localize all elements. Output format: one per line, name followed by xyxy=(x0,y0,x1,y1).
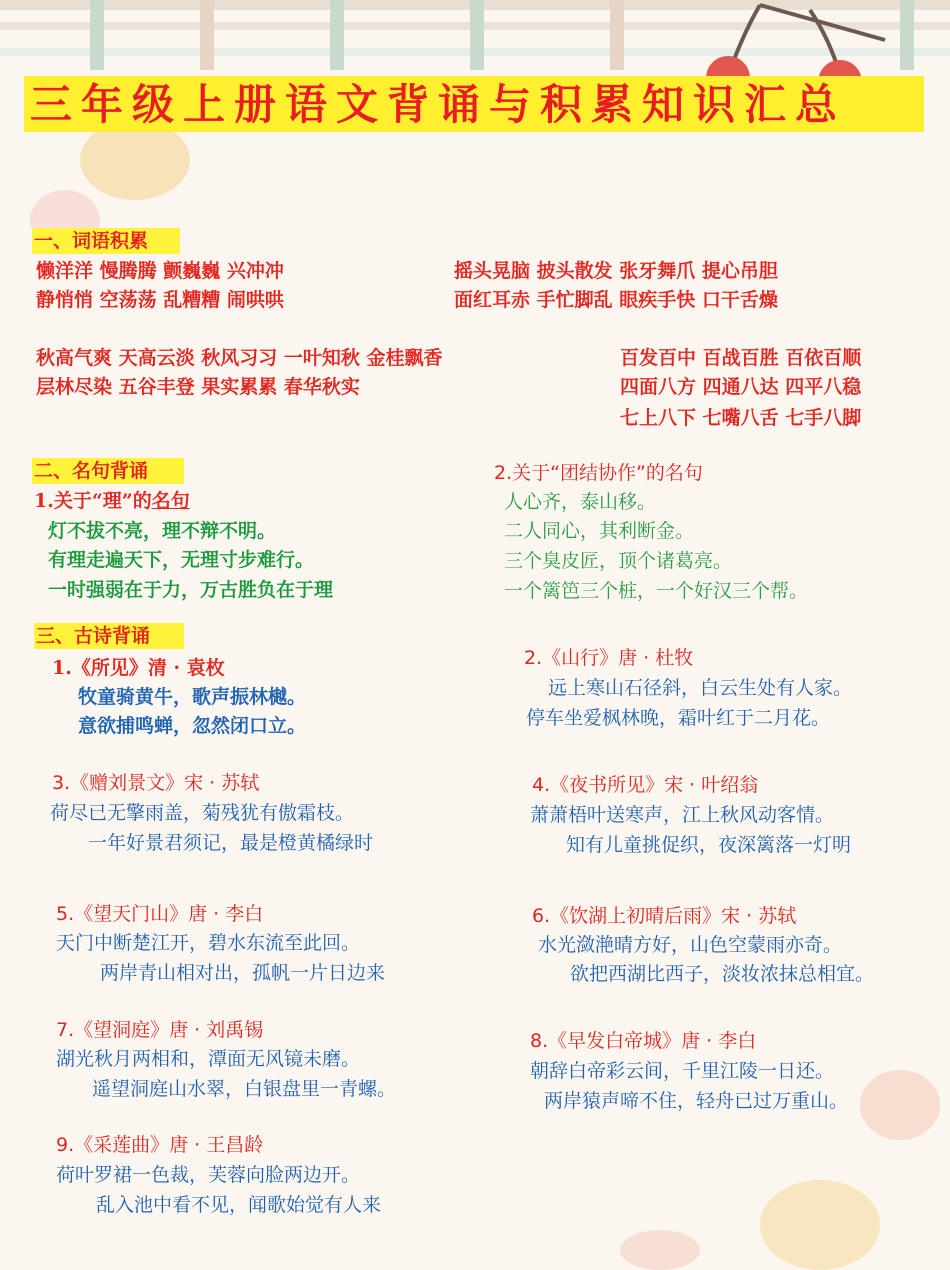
poem-title: 8.《早发白帝城》唐 · 李白 xyxy=(530,1030,757,1052)
decorative-stripe xyxy=(330,0,344,70)
quote-group-title xyxy=(34,488,190,514)
decorative-flower xyxy=(860,1070,940,1140)
vocab-line: 七上八下 七嘴八舌 七手八脚 xyxy=(620,407,862,429)
quote-title-underlined: 名句 xyxy=(151,490,190,512)
poem-line: 遥望洞庭山水翠，白银盘里一青螺。 xyxy=(92,1078,397,1100)
decorative-stripe xyxy=(200,0,214,70)
poem-line: 两岸猿声啼不住，轻舟已过万重山。 xyxy=(544,1090,849,1112)
poem-line: 意欲捕鸣蝉，忽然闭口立。 xyxy=(78,715,307,737)
poem-line: 荷尽已无擎雨盖，菊残犹有傲霜枝。 xyxy=(50,802,355,824)
poem-line: 湖光秋月两相和，潭面无风镜未磨。 xyxy=(56,1048,361,1070)
section-heading-quotes: 二、名句背诵 xyxy=(34,460,149,482)
quote-line: 有理走遍天下，无理寸步难行。 xyxy=(48,549,315,571)
quote-line: 三个臭皮匠，顶个诸葛亮。 xyxy=(504,550,733,572)
vocab-line: 懒洋洋 慢腾腾 颤巍巍 兴冲冲 xyxy=(36,260,284,282)
quote-line: 人心齐，泰山移。 xyxy=(504,491,657,513)
poem-title: 4.《夜书所见》宋 · 叶绍翁 xyxy=(532,774,759,796)
decorative-stripe xyxy=(470,0,484,70)
vocab-line: 百发百中 百战百胜 百依百顺 xyxy=(620,347,862,369)
poem-line: 乱入池中看不见，闻歌始觉有人来 xyxy=(96,1194,382,1216)
vocab-line: 四面八方 四通八达 四平八稳 xyxy=(620,376,862,398)
vocab-line: 摇头晃脑 披头散发 张牙舞爪 提心吊胆 xyxy=(454,260,778,282)
decorative-stripe xyxy=(610,0,624,70)
poem-title: 3.《赠刘景文》宋 · 苏轼 xyxy=(52,772,260,794)
poem-title: 1.《所见》清 · 袁枚 xyxy=(52,657,225,679)
decorative-flower xyxy=(80,120,190,200)
quote-line: 二人同心，其利断金。 xyxy=(504,520,695,542)
section-heading-poems: 三、古诗背诵 xyxy=(36,625,151,647)
poem-line: 天门中断楚江开，碧水东流至此回。 xyxy=(56,932,361,954)
poem-line: 停车坐爱枫林晚，霜叶红于二月花。 xyxy=(526,707,831,729)
poem-line: 欲把西湖比西子，淡妆浓抹总相宜。 xyxy=(570,963,875,985)
quote-line: 灯不拔不亮，理不辩不明。 xyxy=(48,520,277,542)
poem-title: 2.《山行》唐 · 杜牧 xyxy=(524,647,694,669)
poem-title: 6.《饮湖上初晴后雨》宋 · 苏轼 xyxy=(532,905,797,927)
poem-line: 牧童骑黄牛，歌声振林樾。 xyxy=(78,686,307,708)
poem-line: 荷叶罗裙一色裁，芙蓉向脸两边开。 xyxy=(56,1164,361,1186)
poem-line: 远上寒山石径斜，白云生处有人家。 xyxy=(548,677,853,699)
section-heading-vocabulary: 一、词语积累 xyxy=(34,230,149,252)
vocab-line: 面红耳赤 手忙脚乱 眼疾手快 口干舌燥 xyxy=(454,289,778,311)
page-title: 三年级上册语文背诵与积累知识汇总 xyxy=(30,80,847,129)
decorative-flower xyxy=(620,1230,700,1270)
quote-title-prefix: 1.关于“理”的 xyxy=(34,490,152,512)
poem-line: 萧萧梧叶送寒声，江上秋风动客情。 xyxy=(530,804,835,826)
poem-line: 两岸青山相对出，孤帆一片日边来 xyxy=(100,962,386,984)
poem-title: 5.《望天门山》唐 · 李白 xyxy=(56,903,264,925)
vocab-line: 秋高气爽 天高云淡 秋风习习 一叶知秋 金桂飘香 xyxy=(36,347,443,369)
vocab-line: 层林尽染 五谷丰登 果实累累 春华秋实 xyxy=(36,376,360,398)
poem-line: 朝辞白帝彩云间，千里江陵一日还。 xyxy=(530,1060,835,1082)
vocab-line: 静悄悄 空荡荡 乱糟糟 闹哄哄 xyxy=(36,289,284,311)
poem-line: 一年好景君须记，最是橙黄橘绿时 xyxy=(88,832,374,854)
poem-title: 7.《望洞庭》唐 · 刘禹锡 xyxy=(56,1019,264,1041)
decorative-stripe xyxy=(900,0,914,70)
decorative-stripe xyxy=(90,0,104,70)
decorative-flower xyxy=(760,1180,880,1270)
poem-line: 知有儿童挑促织，夜深篱落一灯明 xyxy=(566,834,852,856)
poem-title: 9.《采莲曲》唐 · 王昌龄 xyxy=(56,1134,264,1156)
quote-line: 一时强弱在于力，万古胜负在于理 xyxy=(48,579,334,601)
quote-group-title: 2.关于“团结协作”的名句 xyxy=(494,462,703,484)
quote-line: 一个篱笆三个桩，一个好汉三个帮。 xyxy=(504,580,809,602)
poem-line: 水光潋滟晴方好，山色空蒙雨亦奇。 xyxy=(538,934,843,956)
